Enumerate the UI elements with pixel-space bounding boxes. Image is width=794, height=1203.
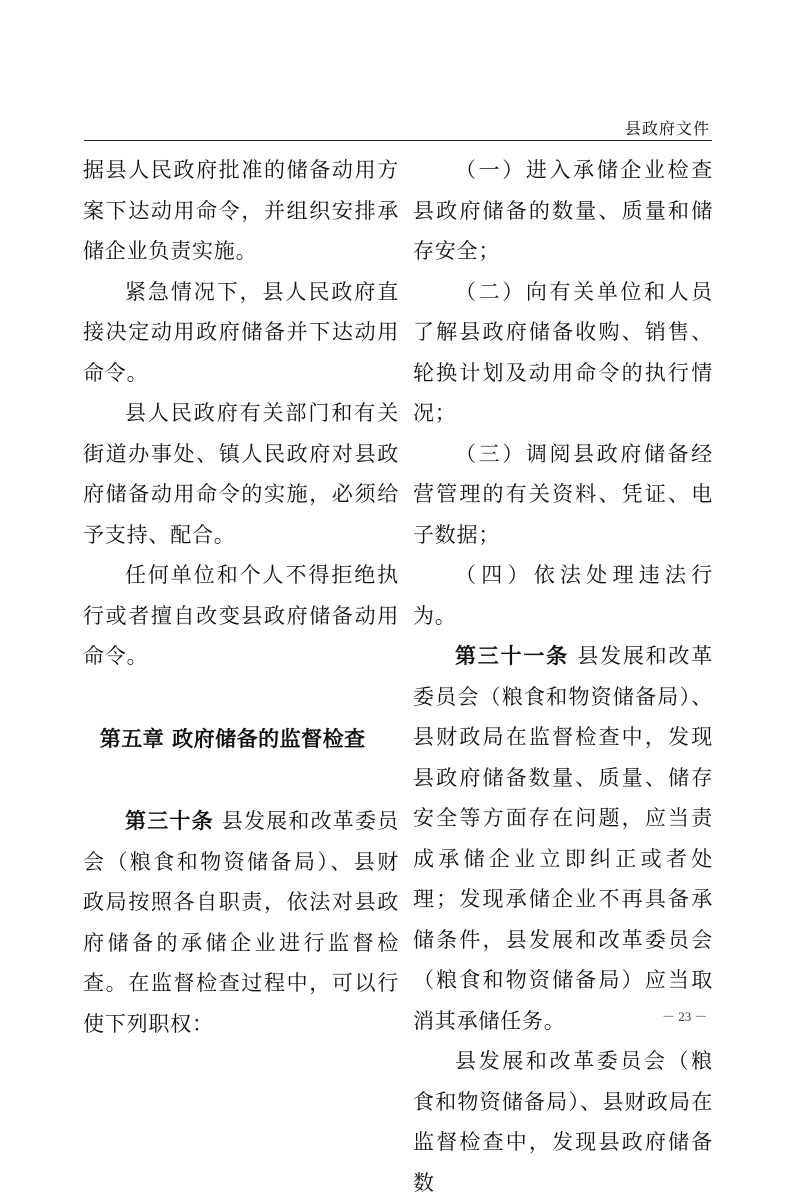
right-last-paragraph: 县发展和改革委员会（粮食和物资储备局）、县财政局在监督检查中，发现县政府储备数 — [413, 1049, 713, 1195]
right-column — [413, 150, 713, 1203]
page-number: － 23 － — [662, 1009, 708, 1024]
chapter-title: 第五章 政府储备的监督检查 — [99, 726, 366, 751]
article-31-label: 第三十一条 — [455, 644, 569, 668]
article-30-label: 第三十条 — [125, 809, 214, 833]
right-item-3: （三）调阅县政府储备经营管理的有关资料、凭证、电子数据； — [413, 441, 713, 547]
article-30 — [83, 801, 399, 1044]
left-paragraph-2: 紧急情况下，县人民政府直接决定动用政府储备并下达动用命令。 — [83, 279, 399, 385]
left-paragraph-3: 县人民政府有关部门和有关街道办事处、镇人民政府对县政府储备动用命令的实施，必须给予支持、配合。 — [83, 401, 399, 547]
page-header — [84, 110, 712, 141]
right-item-1: （一）进入承储企业检查县政府储备的数量、质量和储存安全； — [413, 158, 713, 263]
header-title: 县政府文件 — [624, 119, 710, 138]
left-paragraph-1: 据县人民政府批准的储备动用方案下达动用命令，并组织安排承储企业负责实施。 — [83, 158, 399, 263]
article-30-text: 县发展和改革委员会（粮食和物资储备局）、县财政局按照各自职责，依法对县政府储备的承储企业进行监督检查。在监督检查过程中，可以行使下列职权： — [83, 809, 399, 1036]
article-31 — [413, 636, 713, 1041]
left-column — [83, 150, 399, 1044]
article-31-text: 县发展和改革委员会（粮食和物资储备局）、县财政局在监督检查中，发现县政府储备数量、质量、储存安全等方面存在问题，应当责成承储企业立即纠正或者处理；发现承储企业不再具备承储条件，县发展和改革委员会（粮食和物资储备局）应当取消其承储任务。 — [413, 644, 713, 1033]
right-item-2: （二）向有关单位和人员了解县政府储备收购、销售、轮换计划及动用命令的执行情况； — [413, 279, 713, 425]
left-paragraph-4: 任何单位和个人不得拒绝执行或者擅自改变县政府储备动用命令。 — [83, 563, 399, 668]
right-item-4: （四）依法处理违法行为。 — [413, 563, 713, 628]
